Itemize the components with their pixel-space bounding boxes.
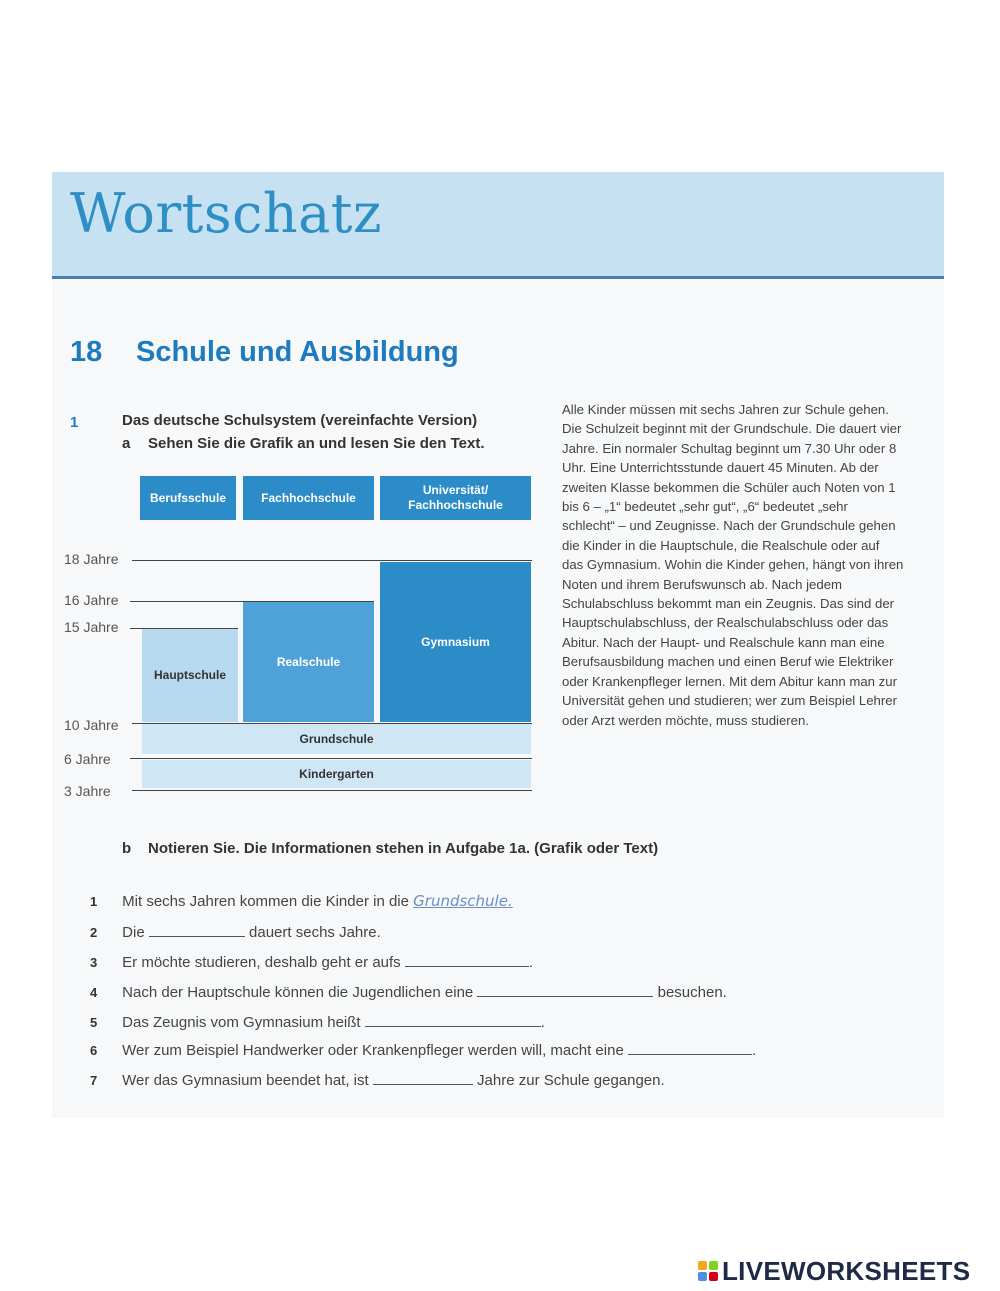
exercise-item-2 — [90, 922, 381, 941]
age-line-16 — [130, 601, 374, 602]
item-text: Mit sechs Jahren kommen die Kinder in die — [122, 893, 409, 910]
item-text: Nach der Hauptschule können die Jugendlichen eine — [122, 984, 474, 1001]
item-text: Die — [122, 924, 145, 941]
age-line-3 — [132, 790, 532, 791]
logo-mark-icon — [698, 1261, 718, 1281]
box-berufsschule: Berufsschule — [140, 476, 236, 520]
age-label-10: 10 Jahre — [64, 717, 119, 733]
subtask-a-letter: a — [122, 435, 131, 452]
item-number: 3 — [90, 955, 98, 970]
header-rule — [52, 276, 944, 279]
box-gymnasium: Gymnasium — [380, 562, 531, 722]
exercise-title: Das deutsche Schulsystem (vereinfachte Version) — [122, 412, 478, 429]
item-number: 5 — [90, 1015, 98, 1030]
age-line-10 — [132, 723, 532, 724]
item-number: 2 — [90, 925, 98, 940]
item-number: 7 — [90, 1073, 98, 1088]
answer-field-6[interactable] — [628, 1040, 752, 1055]
age-line-18 — [132, 560, 532, 561]
item-number: 1 — [90, 894, 98, 909]
item-text: Wer das Gymnasium beendet hat, ist — [122, 1072, 369, 1089]
subtask-b-letter: b — [122, 840, 132, 857]
age-line-15 — [130, 628, 238, 629]
box-grundschule: Grundschule — [142, 724, 531, 754]
age-line-6 — [130, 758, 532, 759]
subtask-a-instruction: Sehen Sie die Grafik an und lesen Sie den Text. — [148, 435, 485, 452]
item-text-after: besuchen. — [657, 984, 727, 1001]
age-label-18: 18 Jahre — [64, 551, 119, 567]
exercise-item-1 — [90, 892, 513, 910]
answer-field-7[interactable] — [373, 1070, 473, 1085]
box-realschule: Realschule — [243, 602, 374, 722]
item-text-after: . — [540, 1014, 545, 1031]
section-title: Wortschatz — [70, 182, 382, 245]
answer-field-4[interactable] — [477, 982, 653, 997]
exercise-item-5 — [90, 1012, 545, 1031]
answer-field-2[interactable] — [149, 922, 245, 937]
item-text-after: Jahre zur Schule gegangen. — [477, 1072, 665, 1089]
item-number: 4 — [90, 985, 98, 1000]
answer-field-3[interactable] — [405, 952, 529, 967]
box-hauptschule: Hauptschule — [142, 628, 238, 722]
chapter-number: 18 — [70, 336, 103, 368]
reading-text: Alle Kinder müssen mit sechs Jahren zur Schule gehen. Die Schulzeit beginnt mit der Grundschule. Die dauert vier Jahre. Ein normaler Schultag beginnt um 7.30 Uhr oder 8 Uhr. Eine Unterrichtsstunde dauert 45 Minuten. Ab der zweiten Klasse bekommen die Schüler auch Noten von 1 bis 6 – „1“ bedeutet „sehr gut“, „6“ bedeutet „sehr schlecht“ – und Zeugnisse. Nach der Grundschule gehen die Kinder in die Hauptschule, die Realschule oder auf das Gymnasium. Wohin die Kinder gehen, hängt von ihren Noten und ihrem Berufswunsch ab. Nach jedem Schulabschluss bekommt man ein Zeugnis. Das sind der Hauptschulabschluss, der Realschulabschluss oder das Abitur. Nach der Haupt- und Realschule kann man eine Berufsausbildung machen und einen Beruf wie Elektriker oder Krankenpfleger lernen. Mit dem Abitur kann man zur Universität gehen und studieren; wer zum Beispiel Lehrer oder Arzt werden möchte, muss studieren. — [562, 402, 904, 728]
item-text: Das Zeugnis vom Gymnasium heißt — [122, 1014, 361, 1031]
logo-text: LIVEWORKSHEETS — [722, 1255, 971, 1286]
box-fachhochschule: Fachhochschule — [243, 476, 374, 520]
exercise-item-3 — [90, 952, 533, 971]
age-label-16: 16 Jahre — [64, 592, 119, 608]
school-system-diagram — [60, 470, 540, 810]
liveworksheets-logo — [698, 1255, 970, 1287]
box-universitaet — [380, 476, 531, 520]
answer-field-5[interactable] — [365, 1012, 541, 1027]
box-universitaet-line2: Fachhochschule — [408, 498, 503, 512]
item-text-after: . — [528, 954, 534, 971]
age-label-3: 3 Jahre — [64, 783, 111, 799]
item-text: Wer zum Beispiel Handwerker oder Krankenpfleger werden will, macht eine — [122, 1042, 624, 1059]
answer-field-1[interactable]: Grundschule. — [413, 892, 513, 910]
exercise-item-4 — [90, 982, 727, 1001]
exercise-number: 1 — [70, 414, 79, 431]
chapter-title: Schule und Ausbildung — [136, 336, 459, 368]
age-label-15: 15 Jahre — [64, 619, 119, 635]
item-number: 6 — [90, 1043, 98, 1058]
age-label-6: 6 Jahre — [64, 751, 111, 767]
exercise-item-6 — [90, 1040, 756, 1059]
box-kindergarten: Kindergarten — [142, 760, 531, 788]
box-universitaet-line1: Universität/ — [422, 483, 489, 497]
exercise-item-7 — [90, 1070, 665, 1089]
item-text-after: dauert sechs Jahre. — [249, 924, 381, 941]
item-text: Er möchte studieren, deshalb geht er aufs — [122, 954, 401, 971]
item-text-after: . — [751, 1042, 757, 1059]
subtask-b-instruction: Notieren Sie. Die Informationen stehen in Aufgabe 1a. (Grafik oder Text) — [148, 840, 659, 857]
